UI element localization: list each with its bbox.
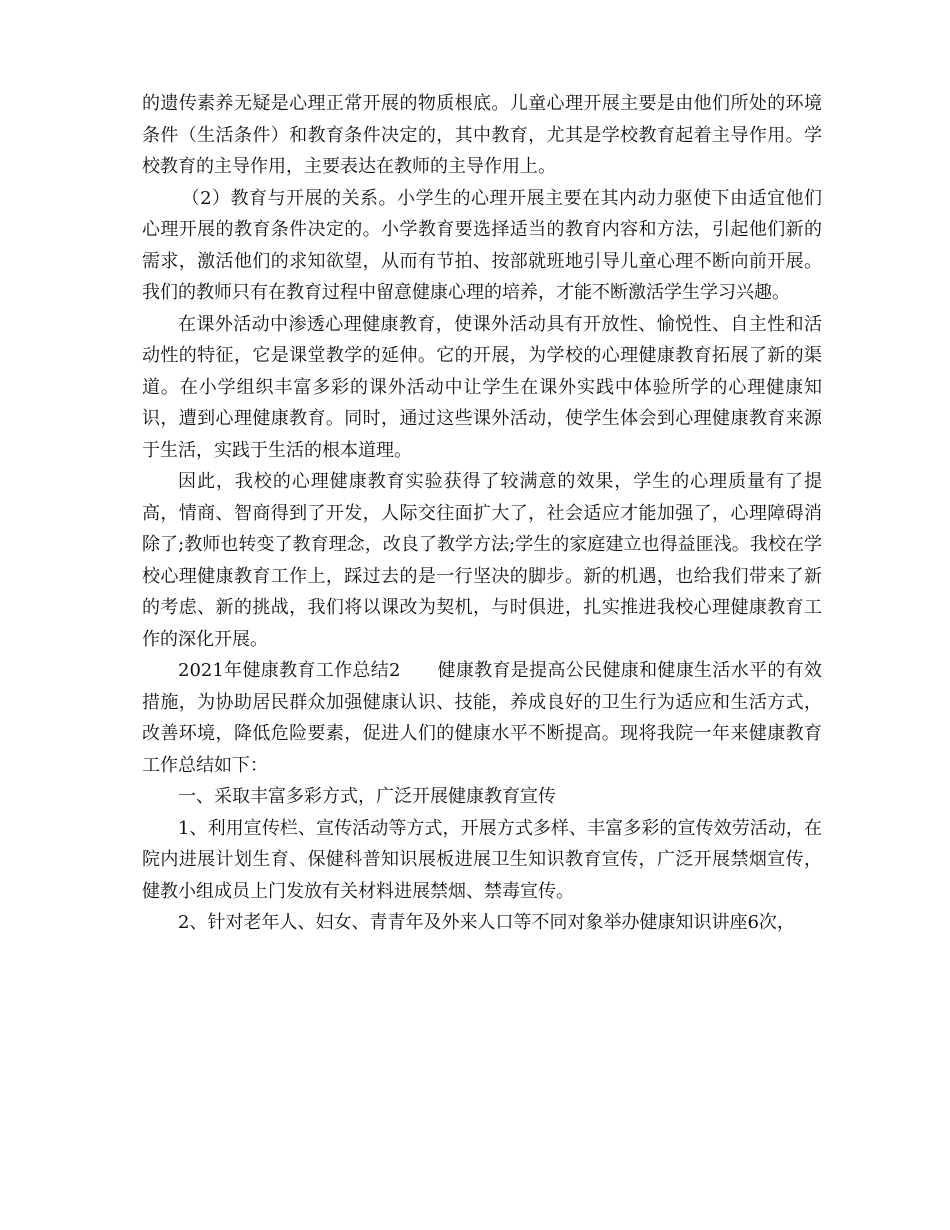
paragraph-heredity: 的遗传素养无疑是心理正常开展的物质根底。儿童心理开展主要是由他们所处的环境条件（生活条件）和教育条件决定的，其中教育，尤其是学校教育起着主导作用。学校教育的主导作用，主要表达在教师的主导作用上。 [142, 93, 822, 177]
paragraph-extracurricular: 在课外活动中渗透心理健康教育，使课外活动具有开放性、愉悦性、自主性和活动性的特征，它是课堂教学的延伸。它的开展，为学校的心理健康教育拓展了新的渠道。在小学组织丰富多彩的课外活动中让学生在课外实践中体验所学的心理健康知识，遭到心理健康教育。同时，通过这些课外活动，使学生体会到心理健康教育来源于生活，实践于生活的根本道理。 [142, 313, 822, 461]
paragraph-results: 因此，我校的心理健康教育实验获得了较满意的效果，学生的心理质量有了提高，情商、智商得到了开发，人际交往面扩大了，社会适应才能加强了，心理障碍消除了;教师也转变了教育理念，改良了教学方法;学生的家庭建立也得益匪浅。我校在学校心理健康教育工作上，踩过去的是一行坚决的脚步。新的机遇，也给我们带来了新的考虑、新的挑战，我们将以课改为契机，与时俱进，扎实推进我校心理健康教育工作的深化开展。 [142, 471, 822, 650]
document-page [142, 88, 822, 939]
paragraph-item-2: 2、针对老年人、妇女、青青年及外来人口等不同对象举办健康知识讲座6次， [178, 912, 795, 933]
paragraph-education-development: （2）教育与开展的关系。小学生的心理开展主要在其内动力驱使下由适宜他们心理开展的教育条件决定的。小学教育要选择适当的教育内容和方法，引起他们新的需求，激活他们的求知欲望，从而有节拍、按部就班地引导儿童心理不断向前开展。我们的教师只有在教育过程中留意健康心理的培养，才能不断激活学生学习兴趣。 [142, 187, 822, 303]
section-heading-1: 一、采取丰富多彩方式，广泛开展健康教育宣传 [178, 786, 556, 807]
paragraph-item-1: 1、利用宣传栏、宣传活动等方式，开展方式多样、丰富多彩的宣传效劳活动，在院内进展计划生育、保健科普知识展板进展卫生知识教育宣传，广泛开展禁烟宣传，健教小组成员上门发放有关材料进展禁烟、禁毒宣传。 [142, 817, 822, 902]
paragraph-summary-2-intro: 2021年健康教育工作总结2 健康教育是提高公民健康和健康生活水平的有效措施，为协助居民群众加强健康认识、技能，养成良好的卫生行为适应和生活方式，改善环境，降低危险要素，促进人们的健康水平不断提高。现将我院一年来健康教育工作总结如下： [142, 660, 822, 776]
